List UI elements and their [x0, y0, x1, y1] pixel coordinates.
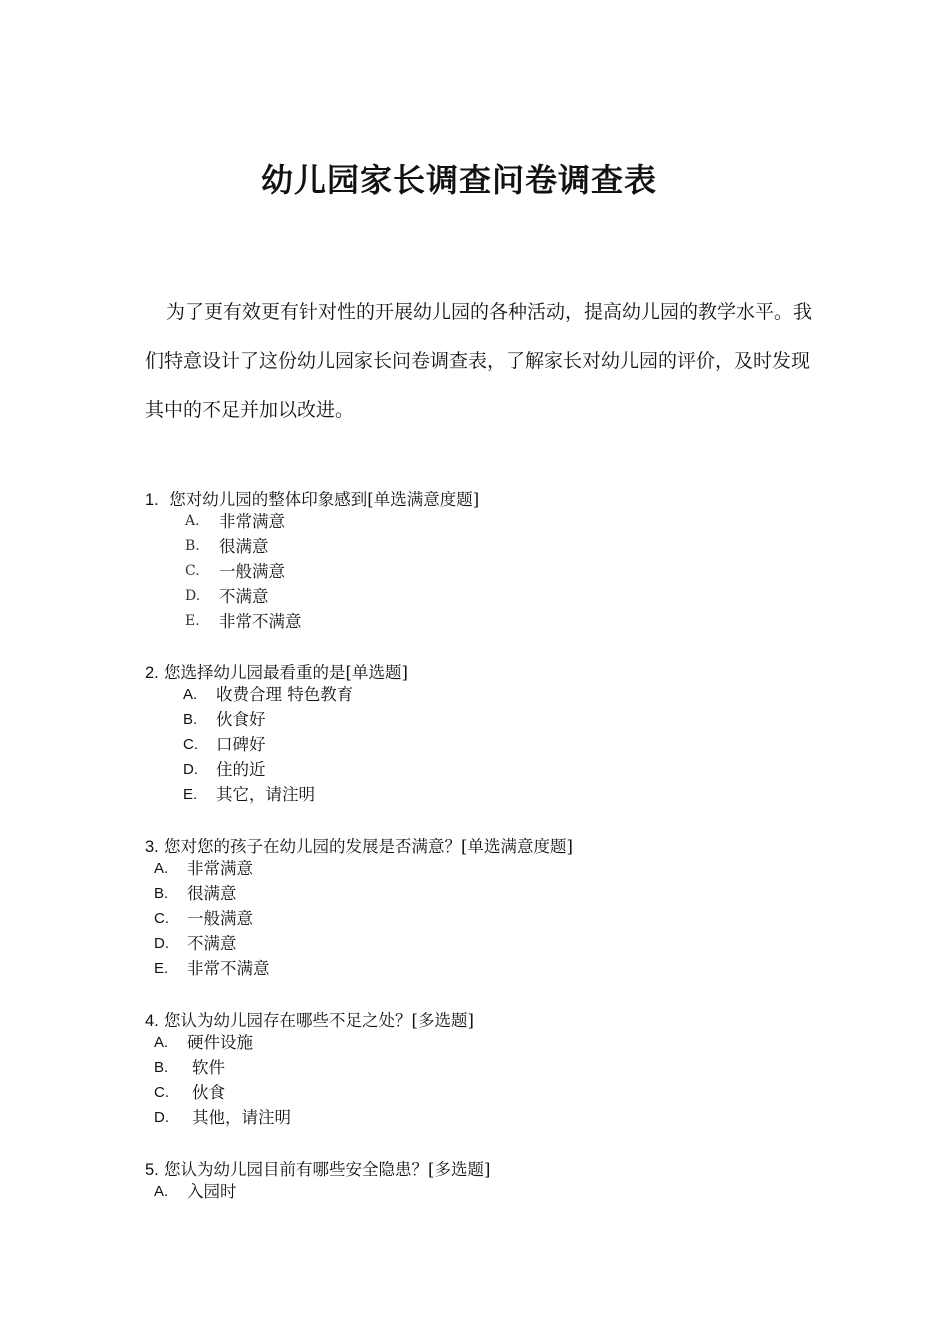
option-item — [154, 956, 454, 981]
option-text: 软件 — [192, 1058, 225, 1077]
option-letter: B. — [183, 711, 198, 728]
option-letter: D. — [183, 761, 198, 778]
option-letter: C. — [154, 1084, 169, 1101]
option-text: 非常满意 — [219, 512, 285, 531]
option-item — [154, 1055, 454, 1080]
option-item — [185, 509, 485, 534]
option-item — [185, 534, 485, 559]
option-letter: D. — [185, 588, 201, 604]
question-text: 您认为幼儿园存在哪些不足之处？[多选题] — [164, 1011, 474, 1030]
option-letter: B. — [154, 885, 169, 902]
option-item — [154, 881, 454, 906]
option-text: 非常满意 — [187, 859, 253, 878]
question-3 — [145, 833, 573, 857]
option-text: 口碑好 — [216, 735, 266, 754]
option-item — [183, 682, 483, 707]
option-letter: E. — [154, 960, 169, 977]
question-4 — [145, 1007, 474, 1031]
document-title: 幼儿园家长调查问卷调查表 — [260, 161, 657, 199]
option-letter: A. — [154, 860, 169, 877]
option-letter: C. — [185, 563, 200, 579]
option-text: 很满意 — [219, 537, 269, 556]
option-text: 一般满意 — [219, 562, 285, 581]
option-text: 伙食好 — [216, 710, 266, 729]
question-text: 您认为幼儿园目前有哪些安全隐患？[多选题] — [164, 1160, 491, 1179]
option-item — [154, 1179, 454, 1204]
option-letter: A. — [154, 1034, 169, 1051]
option-text: 其它，请注明 — [216, 785, 315, 804]
option-text: 收费合理 特色教育 — [216, 685, 354, 704]
option-letter: A. — [154, 1183, 169, 1200]
option-letter: C. — [183, 736, 198, 753]
question-1 — [145, 486, 479, 510]
option-letter: E. — [183, 786, 198, 803]
option-letter: D. — [154, 1109, 169, 1126]
question-5-options — [154, 1179, 454, 1204]
question-number: 2. — [145, 664, 159, 682]
option-item — [183, 732, 483, 757]
question-text: 您对您的孩子在幼儿园的发展是否满意？[单选满意度题] — [164, 837, 573, 856]
option-item — [154, 931, 454, 956]
question-number: 4. — [145, 1012, 159, 1030]
option-item — [185, 559, 485, 584]
option-text: 伙食 — [192, 1083, 225, 1102]
question-3-options — [154, 856, 454, 981]
option-item — [185, 609, 485, 634]
option-letter: B. — [185, 538, 200, 554]
option-text: 非常不满意 — [219, 612, 302, 631]
option-item — [183, 757, 483, 782]
option-letter: A. — [183, 686, 198, 703]
question-text: 您对幼儿园的整体印象感到[单选满意度题] — [169, 490, 480, 509]
option-text: 不满意 — [219, 587, 269, 606]
intro-paragraph — [145, 288, 820, 435]
option-item — [154, 1030, 454, 1055]
intro-text: 为了更有效更有针对性的开展幼儿园的各种活动，提高幼儿园的教学水平。我们特意设计了这份幼儿园家长问卷调查表，了解家长对幼儿园的评价，及时发现其中的不足并加以改进。 — [145, 301, 813, 421]
question-4-options — [154, 1030, 454, 1130]
question-2-options — [183, 682, 483, 807]
question-text: 您选择幼儿园最看重的是[单选题] — [164, 663, 408, 682]
option-text: 很满意 — [187, 884, 237, 903]
option-item — [154, 1105, 454, 1130]
option-text: 其他，请注明 — [192, 1108, 291, 1127]
option-item — [183, 782, 483, 807]
option-letter: E. — [185, 613, 200, 629]
option-text: 不满意 — [187, 934, 237, 953]
option-item — [185, 584, 485, 609]
option-item — [154, 1080, 454, 1105]
option-letter: C. — [154, 910, 169, 927]
question-2 — [145, 659, 408, 683]
option-text: 入园时 — [187, 1182, 237, 1201]
option-text: 住的近 — [216, 760, 266, 779]
option-letter: A. — [185, 513, 200, 529]
option-letter: B. — [154, 1059, 169, 1076]
option-item — [154, 856, 454, 881]
option-item — [183, 707, 483, 732]
question-5 — [145, 1156, 490, 1180]
option-text: 硬件设施 — [187, 1033, 253, 1052]
question-number: 5. — [145, 1161, 159, 1179]
question-number: 1. — [145, 491, 159, 509]
option-item — [154, 906, 454, 931]
option-text: 一般满意 — [187, 909, 253, 928]
question-1-options — [185, 509, 485, 634]
option-letter: D. — [154, 935, 169, 952]
option-text: 非常不满意 — [187, 959, 270, 978]
question-number: 3. — [145, 838, 159, 856]
